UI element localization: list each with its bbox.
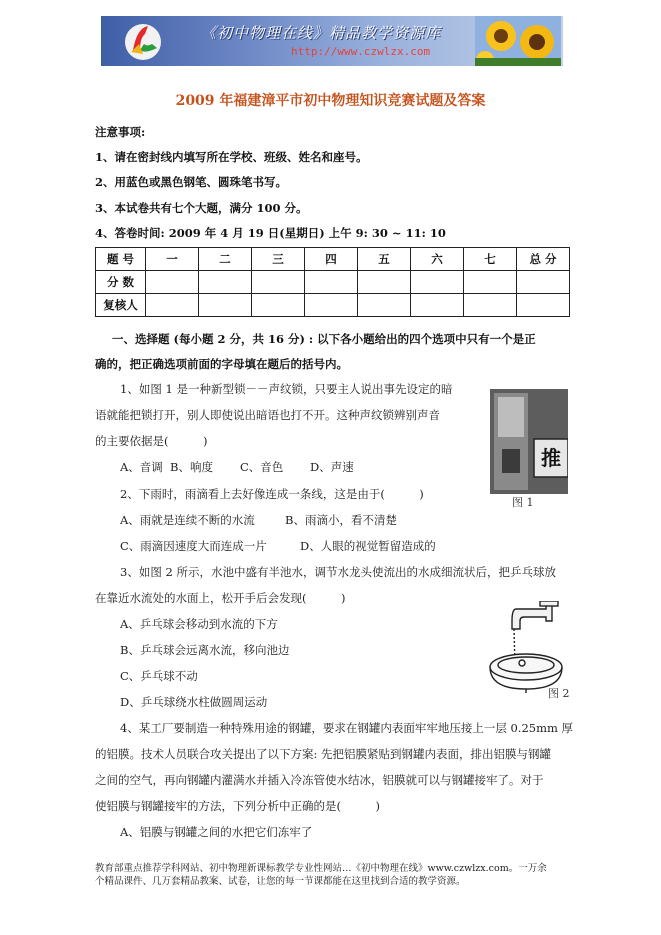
footer-line-2: 个精品课件、几万套精品教案、试卷，让您的每一节课都能在这里找到合适的教学资源。 bbox=[95, 876, 466, 887]
footer-line-1: 教育部重点推荐学科网站、初中物理新课标教学专业性网站…《初中物理在线》www.czwlzx.com。一万余 bbox=[95, 863, 547, 874]
banner-title: 《初中物理在线》精品教学资源库 bbox=[201, 24, 442, 42]
notice-item-4: 4、答卷时间: 2009 年 4 月 19 日(星期日) 上午 9: 30 ~ 11: 10 bbox=[95, 226, 446, 240]
table-cell: 六 bbox=[411, 248, 464, 271]
table-cell[interactable] bbox=[464, 271, 517, 294]
section1-line-2: 确的，把正确选项前面的字母填在题后的括号内。 bbox=[95, 357, 348, 371]
q3-option-b[interactable]: B、乒乓球会远离水流，移向池边 bbox=[120, 643, 290, 657]
table-cell[interactable] bbox=[411, 271, 464, 294]
q2-option-b[interactable]: B、雨滴小，看不清楚 bbox=[285, 513, 397, 527]
question-4-line-1: 4、某工厂要制造一种特殊用途的钢罐，要求在钢罐内表面牢牢地压接上一层 0.25mm 厚 bbox=[120, 721, 574, 735]
q3-option-a[interactable]: A、乒乓球会移动到水流的下方 bbox=[120, 617, 278, 631]
page-footer bbox=[95, 862, 575, 888]
q2-option-a[interactable]: A、雨就是连续不断的水流 bbox=[120, 513, 255, 527]
section1-line-1: 一、选择题 (每小题 2 分，共 16 分) : 以下各小题给出的四个选项中只有一个是正 bbox=[112, 332, 536, 346]
q2-option-c[interactable]: C、雨滴因速度大而连成一片 bbox=[120, 539, 267, 553]
question-1-line-2: 语就能把锁打开，别人即使说出暗语也打不开。这种声纹锁辨别声音 bbox=[95, 408, 440, 422]
table-cell[interactable] bbox=[252, 294, 305, 317]
score-table-header-row bbox=[96, 248, 570, 271]
table-cell: 三 bbox=[252, 248, 305, 271]
site-logo-icon bbox=[121, 20, 165, 62]
question-4-line-3: 之间的空气，再向钢罐内灌满水并插入冷冻管使水结冰，铝膜就可以与钢罐接牢了。对于 bbox=[95, 773, 544, 787]
table-cell[interactable] bbox=[305, 271, 358, 294]
sunflower-image bbox=[475, 16, 561, 66]
table-cell[interactable] bbox=[411, 294, 464, 317]
table-cell: 五 bbox=[358, 248, 411, 271]
table-cell: 复核人 bbox=[96, 294, 146, 317]
score-table bbox=[95, 247, 570, 317]
table-row bbox=[96, 294, 570, 317]
question-1-line-1: 1、如图 1 是一种新型锁－－声纹锁，只要主人说出事先设定的暗 bbox=[120, 382, 453, 396]
q1-option-d[interactable]: D、声速 bbox=[310, 460, 354, 474]
notice-item-3: 3、本试卷共有七个大题，满分 100 分。 bbox=[95, 201, 308, 215]
header-banner bbox=[101, 16, 563, 66]
question-4-line-4: 使铝膜与钢罐接牢的方法，下列分析中正确的是( ) bbox=[95, 799, 380, 813]
notice-item-1: 1、请在密封线内填写所在学校、班级、姓名和座号。 bbox=[95, 150, 368, 164]
table-cell: 四 bbox=[305, 248, 358, 271]
figure-1-label: 图 1 bbox=[512, 496, 534, 509]
table-cell[interactable] bbox=[146, 294, 199, 317]
figure-2-label: 图 2 bbox=[548, 687, 570, 700]
notice-item-2: 2、用蓝色或黑色钢笔、圆珠笔书写。 bbox=[95, 175, 287, 189]
q3-option-c[interactable]: C、乒乓球不动 bbox=[120, 669, 198, 683]
figure-1-sign-text: 推 bbox=[541, 446, 561, 470]
table-cell[interactable] bbox=[199, 271, 252, 294]
table-cell[interactable] bbox=[146, 271, 199, 294]
table-cell[interactable] bbox=[464, 294, 517, 317]
question-2: 2、下雨时，雨滴看上去好像连成一条线，这是由于( ) bbox=[120, 487, 424, 501]
table-cell: 七 bbox=[464, 248, 517, 271]
table-cell: 二 bbox=[199, 248, 252, 271]
table-cell[interactable] bbox=[305, 294, 358, 317]
q1-option-c[interactable]: C、音色 bbox=[240, 460, 284, 474]
q1-option-b[interactable]: B、响度 bbox=[170, 460, 213, 474]
question-3-line-1: 3、如图 2 所示，水池中盛有半池水，调节水龙头使流出的水成细流状后，把乒乓球放 bbox=[120, 565, 556, 579]
table-cell: 总 分 bbox=[517, 248, 570, 271]
question-3-line-2: 在靠近水流处的水面上，松开手后会发现( ) bbox=[95, 591, 346, 605]
q2-option-d[interactable]: D、人眼的视觉暂留造成的 bbox=[300, 539, 436, 553]
question-1-line-3: 的主要依据是( ) bbox=[95, 434, 208, 448]
q3-option-d[interactable]: D、乒乓球绕水柱做圆周运动 bbox=[120, 695, 268, 709]
table-row bbox=[96, 271, 570, 294]
table-cell[interactable] bbox=[358, 271, 411, 294]
table-cell[interactable] bbox=[199, 294, 252, 317]
table-cell[interactable] bbox=[358, 294, 411, 317]
figure-1-voice-lock-image bbox=[490, 389, 568, 494]
table-cell[interactable] bbox=[517, 271, 570, 294]
table-cell[interactable] bbox=[517, 294, 570, 317]
table-cell: 题 号 bbox=[96, 248, 146, 271]
question-4-line-2: 的铝膜。技术人员联合攻关提出了以下方案: 先把铝膜紧贴到钢罐内表面，排出铝膜与钢罐 bbox=[95, 747, 552, 761]
document-title: 2009 年福建漳平市初中物理知识竞赛试题及答案 bbox=[175, 93, 486, 109]
table-cell: 一 bbox=[146, 248, 199, 271]
notice-heading: 注意事项: bbox=[95, 125, 146, 139]
q1-option-a[interactable]: A、音调 bbox=[120, 460, 163, 474]
banner-url[interactable]: http://www.czwlzx.com bbox=[291, 45, 431, 58]
q4-option-a[interactable]: A、铝膜与钢罐之间的水把它们冻牢了 bbox=[120, 825, 313, 839]
figure-2-faucet-basin-image bbox=[486, 601, 572, 693]
table-cell: 分 数 bbox=[96, 271, 146, 294]
table-cell[interactable] bbox=[252, 271, 305, 294]
